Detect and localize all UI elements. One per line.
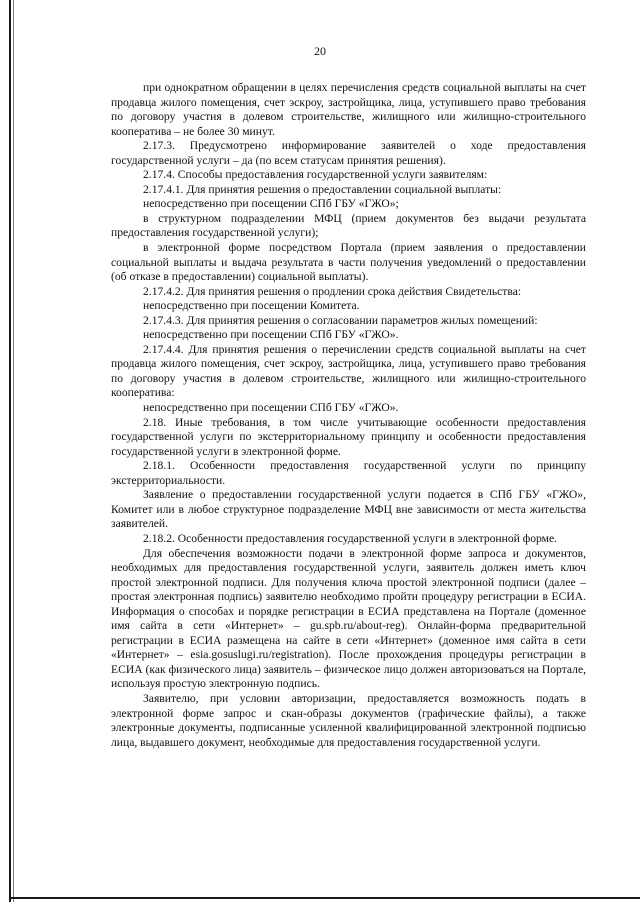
paragraph: 2.17.4.3. Для принятия решения о согласовании параметров жилых помещений: (143, 313, 538, 327)
paragraph: при однократном обращении в целях перечисления средств социальной выплаты на счет продавца жилого помещения, счет эскроу, застройщика, лица, уступившего право требования по договору участия в долевом строительстве, жилищного или жилищно-строительного кооператива – не более 30 минут. (111, 81, 586, 138)
paragraph: 2.17.4.4. Для принятия решения о перечислении средств социальной выплаты на счет продавца жилого помещения, счет эскроу, застройщика, лица, уступившего право требования по договору участия в долевом строительстве, жилищного или жилищно-строительного кооператива: (111, 342, 586, 400)
paragraph: Заявителю, при условии авторизации, предоставляется возможность подать в электронной форме запрос и скан-образы документов (графические файлы), а также электронные документы, подписанные усиленной квалифицированной электронной подписью лица, выдавшего документ, необходимые для предоставления государственной услуги. (111, 691, 586, 749)
paragraph: 2.18. Иные требования, в том числе учитывающие особенности предоставления государственной услуги по экстерриториальному принципу и особенности предоставления государственной услуги в электронной форме. (111, 415, 586, 458)
paragraph: в электронной форме посредством Портала (прием заявления о предоставлении социальной выплаты и выдача результата в части получения уведомлений о предоставлении (об отказе в предоставлении) социальной выплаты). (111, 241, 586, 284)
scan-edge-bottom (9, 897, 640, 899)
paragraph: непосредственно при посещении СПб ГБУ «ГЖО». (143, 328, 399, 342)
scan-edge-left (9, 0, 11, 902)
paragraph: непосредственно при посещении СПб ГБУ «ГЖО»; (143, 197, 399, 211)
paragraph: Заявление о предоставлении государственной услуги подается в СПб ГБУ «ГЖО», Комитет или в любое структурное подразделение МФЦ вне зависимости от места жительства заявителей. (111, 488, 586, 531)
paragraph: 2.17.3. Предусмотрено информирование заявителей о ходе предоставления государственной услуги – да (по всем статусам принятия решения). (111, 139, 586, 167)
paragraph: непосредственно при посещении СПб ГБУ «ГЖО». (143, 401, 399, 415)
paragraph: 2.17.4.2. Для принятия решения о продлении срока действия Свидетельства: (143, 284, 522, 298)
paragraph: 2.18.1. Особенности предоставления государственной услуги по принципу экстерриториальности. (111, 459, 586, 487)
page-number: 20 (314, 44, 326, 58)
paragraph: непосредственно при посещении Комитета. (143, 299, 360, 313)
paragraph: в структурном подразделении МФЦ (прием документов без выдачи результата предоставления государственной услуги); (111, 211, 586, 240)
paragraph: 2.17.4.1. Для принятия решения о предоставлении социальной выплаты: (143, 182, 502, 196)
paragraph: 2.17.4. Способы предоставления государственной услуги заявителям: (143, 168, 488, 182)
paragraph: Для обеспечения возможности подачи в электронной форме запроса и документов, необходимых для предоставления государственной услуги, заявитель должен иметь ключ простой электронной подписи. Для получения ключа простой электронной подписи (далее – простая электронная подпись) заявителю необходимо пройти процедуру регистрации в ЕСИА. Информация о способах и порядке регистрации в ЕСИА представлена на Портале (доменное имя сайта в сети «Интернет» – gu.spb.ru/about-reg). Онлайн-форма предварительной регистрации в ЕСИА размещена на сайте в сети «Интернет» (доменное имя сайта в сети «Интернет» – esia.gosuslugi.ru/registration). После прохождения процедуры регистрации в ЕСИА (как физического лица) заявитель – физическое лицо должен авторизоваться на Портале, используя простую электронную подпись. (111, 546, 586, 691)
paragraph: 2.18.2. Особенности предоставления государственной услуги в электронной форме. (143, 531, 558, 545)
scan-edge-left-inner (13, 0, 14, 902)
document-body (111, 81, 586, 750)
